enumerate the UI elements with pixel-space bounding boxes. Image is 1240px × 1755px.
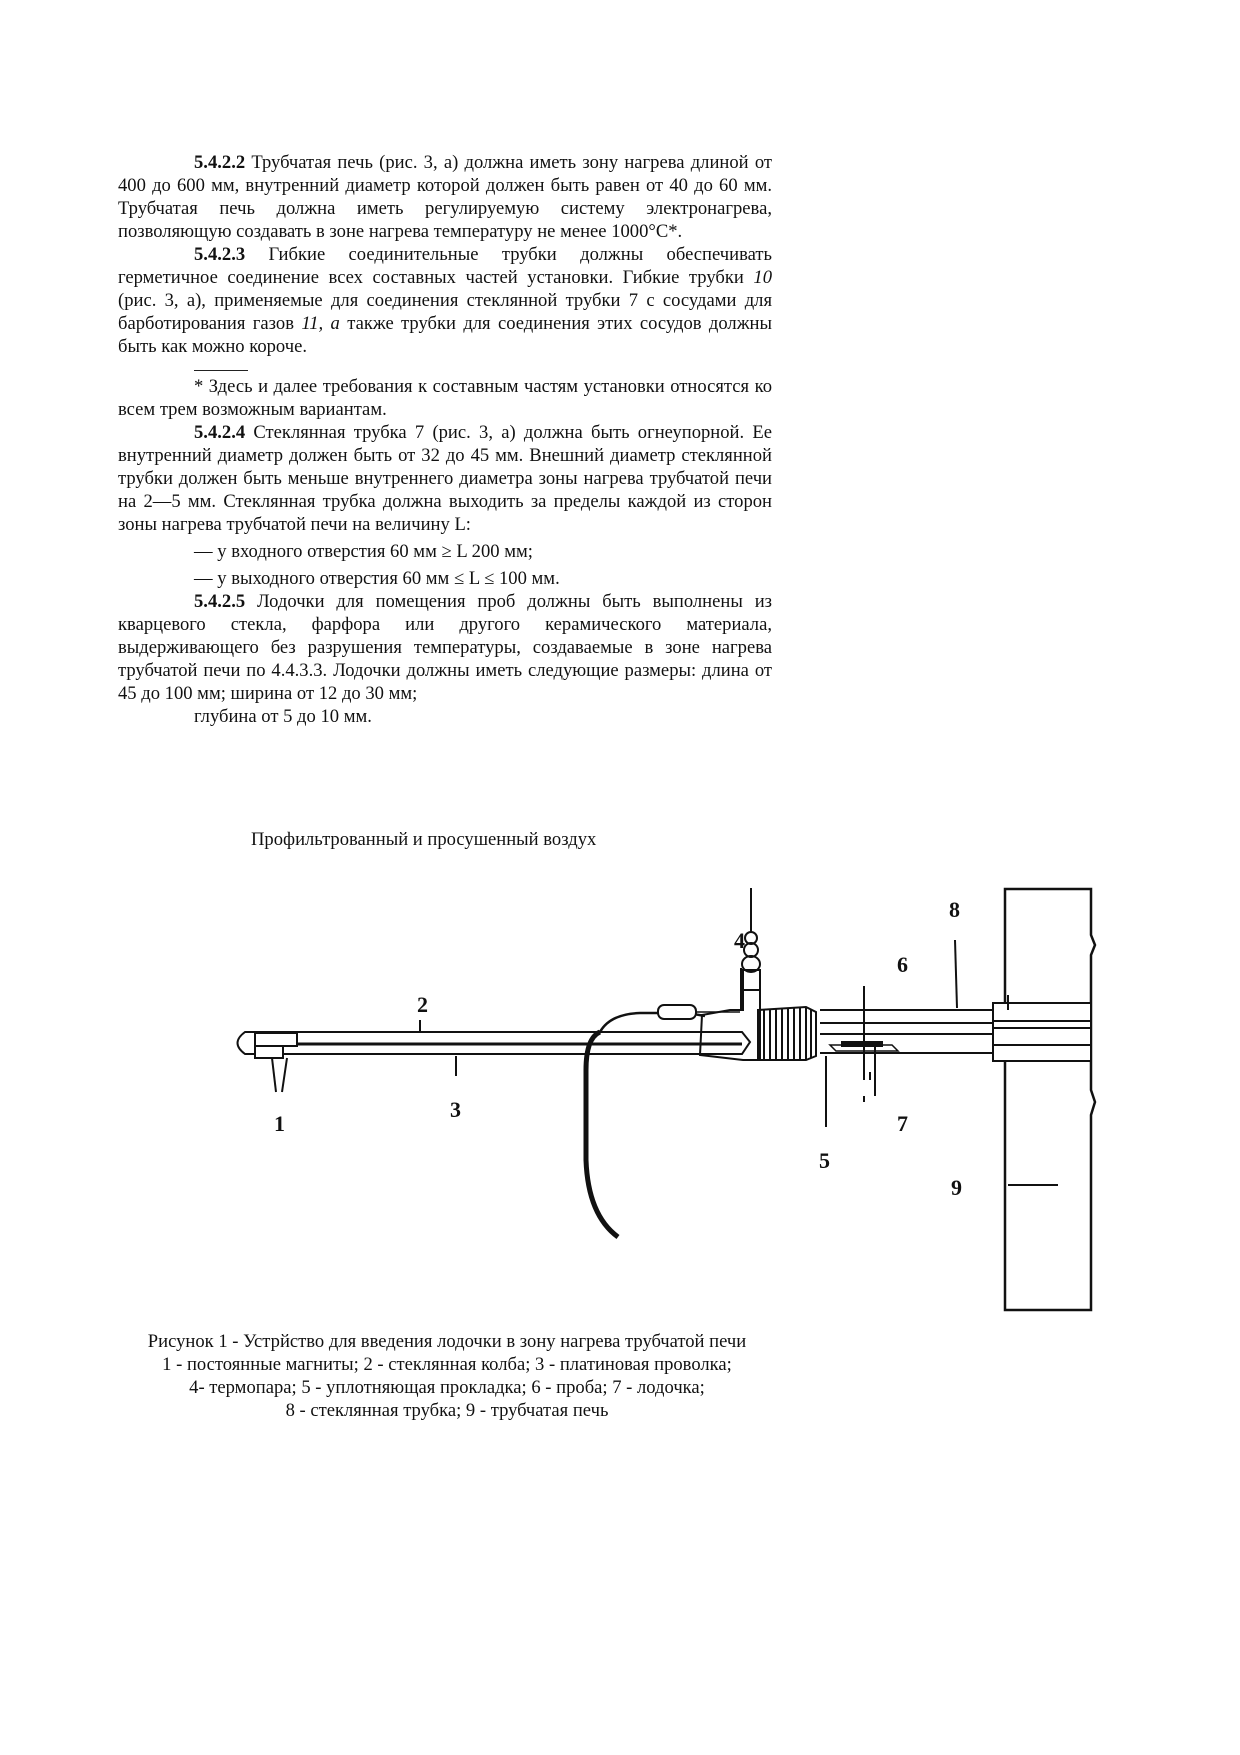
label-4: 4 [734,928,745,953]
tubular-furnace [993,889,1095,1310]
caption-line: 1 - постоянные магниты; 2 - стеклянная колба; 3 - платиновая проволка; [162,1354,732,1375]
flexible-tube [586,1032,618,1237]
device-figure [100,870,1100,1320]
paragraph-5-4-2-4 [118,421,772,536]
clause-number: 5.4.2.4 [194,422,246,443]
glass-bulb [238,1005,751,1054]
paragraph-5-4-2-5 [118,590,772,705]
label-3: 3 [450,1097,461,1122]
air-label: Профильтрованный и просушенный воздух [251,829,597,850]
magnets [255,1033,297,1092]
label-9: 9 [951,1175,962,1200]
paragraph-text: Лодочки для помещения проб должны быть выполнены из кварцевого стекла, фарфора или другого керамического материала, выдерживающего без разрушения температуры, создаваемые в зоне нагрева трубчатой печи по 4.4.3.3. Лодочки должны иметь следующие размеры: длина от 45 до 100 мм; ширина от 12 до 30 мм; [118,591,772,704]
paragraph-tail: глубина от 5 до 10 мм. [194,706,372,727]
label-1: 1 [274,1111,285,1136]
caption-title: Рисунок 1 - Устрйство для введения лодочки в зону нагрева трубчатой печи [147,1331,747,1352]
sealing-gasket [758,1007,816,1060]
caption-line: 4- термопара; 5 - уплотняющая прокладка; 6 - проба; 7 - лодочка; [189,1377,705,1398]
reference: 10 [753,267,772,288]
paragraph-text: также трубки для соединения этих сосудов должны быть как можно короче. [118,313,772,357]
label-7: 7 [897,1111,908,1136]
paragraph-text: Стеклянная трубка 7 (рис. 3, а) должна быть огнеупорной. Ее внутренний диаметр должен быть от 32 до 45 мм. Внешний диаметр стеклянной трубки должен быть меньше внутреннего диаметра зоны нагрева трубчатой печи на 2—5 мм. Стеклянная трубка должна выходить за пределы каждой из сторон зоны нагрева трубчатой печи на величину L: [118,422,772,535]
list-item: — у выходного отверстия 60 мм ≤ L ≤ 100 мм. [194,568,560,589]
list-item: — у входного отверстия 60 мм ≥ L 200 мм; [194,541,533,562]
label-8: 8 [949,897,960,922]
reference: 11, а [301,313,340,334]
paragraph-5-4-2-3 [118,243,772,358]
footnote-rule [194,370,248,371]
label-2: 2 [417,992,428,1017]
paragraph-text: Трубчатая печь (рис. 3, а) должна иметь зону нагрева длиной от 400 до 600 мм, внутренний диаметр которой должен быть равен от 40 до 60 мм. Трубчатая печь должна иметь регулируемую систему электронагрева, позволяющую создавать в зоне нагрева температуру не менее 1000°С*. [118,152,772,242]
clause-number: 5.4.2.3 [194,244,246,265]
label-6: 6 [897,952,908,977]
t-fitting [700,888,760,1060]
figure-caption [112,1330,782,1422]
paragraph-5-4-2-2 [118,151,772,243]
footnote: * Здесь и далее требования к составным частям установки относятся ко всем трем возможным вариантам. [118,376,772,420]
clause-number: 5.4.2.5 [194,591,246,612]
label-5: 5 [819,1148,830,1173]
body-text [118,151,772,728]
clause-number: 5.4.2.2 [194,152,246,173]
caption-line: 8 - стеклянная трубка; 9 - трубчатая печь [285,1400,609,1421]
paragraph-text: Гибкие соединительные трубки должны обеспечивать герметичное соединение всех составных частей установки. Гибкие трубки [118,244,772,288]
paragraph-text: (рис. 3, а), применяемые для соединения стеклянной трубки 7 с сосудами для барботирования газов [118,290,772,334]
